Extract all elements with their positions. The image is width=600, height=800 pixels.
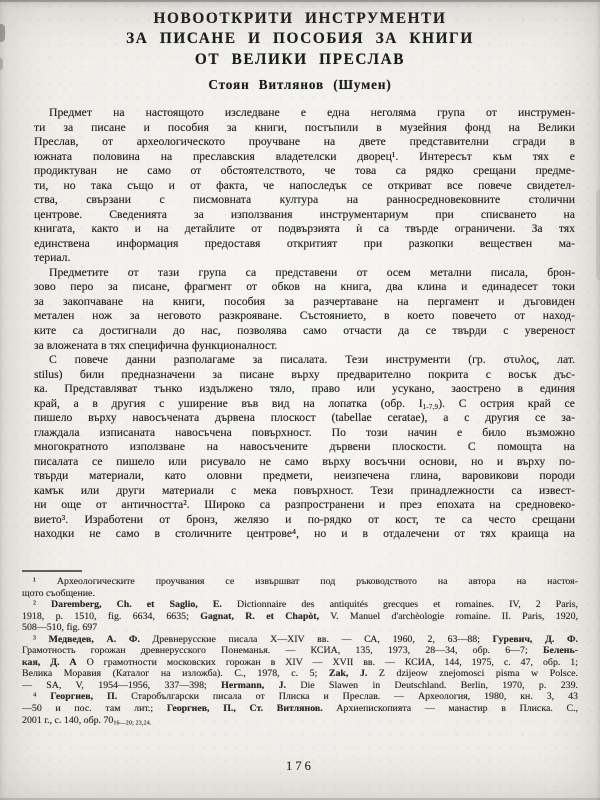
text-line: щото съобщение. — [22, 587, 95, 599]
text-line: ките са достигнали до нас, позволява само отчасти да се твърди с увереност — [34, 323, 575, 337]
text-line: териал. — [34, 251, 71, 265]
text-line: центрове. Сведенията за използвания инструментариум при списването на — [34, 207, 575, 221]
text-line: продиктуван не само от обстоятелството, че това са рядко срещани предме- — [34, 164, 575, 178]
text-line: край, а в другия с уширение във вид на лопатка (обр. I1-7,9). С острия край се — [34, 396, 575, 411]
text-line: за закопчаване на книги, пособия за разчертаване на пергамент и дъговиден — [34, 294, 575, 308]
text-line: глаждала изписаната навосъчена повърхност. По този начин е било възможно — [34, 425, 575, 439]
text-line: метален нож за неговото разкрояване. Състоянието, в което повечето от наход- — [34, 309, 575, 323]
scan-smudge-right — [596, 190, 600, 280]
text-line: ¹ Археологическите проучвания се извършват под ръководството на автора на настоя- — [33, 576, 578, 587]
text-line: южната половина на преславския владетелски дворец¹. Интересът към тях е — [34, 149, 575, 163]
text-line: камък или други материали с мека повърхност. Тези принадлежности са извест- — [34, 483, 575, 497]
text-line: многократното използване на навосъчените дървени плоскости. С помощта на — [34, 440, 575, 454]
text-line: 1918, p. 1510, fig. 6634, 6635; Gagnat, R. et Chapòt, V. Manuel d'archèologie romaine. II. Paris, 1920, — [22, 610, 578, 622]
text-line: ка. Представляват тънко издължено тяло, право или усукано, заострено в единия — [34, 382, 575, 396]
page-number: 176 — [286, 759, 314, 773]
text-line: Грамотность горожан древнерусского Понеманья. — КСИА, 135, 1973, 28—34, обр. 6—7; Белень- — [22, 645, 578, 657]
text-line: писалата се пишело или рисувало не само върху восъчни основи, но и върху по- — [34, 454, 575, 468]
title-line-1: НОВООТКРИТИ ИНСТРУМЕНТИ — [153, 10, 447, 27]
text-line: ти, но така също и от факта, че напоследък се откриват все повече свидетел- — [34, 178, 575, 192]
article-title-block — [0, 9, 600, 93]
text-line: stilus) били предназначени за писане върху предварително покрита с восък дъс- — [34, 367, 575, 381]
text-line: 508—510, fig. 697 — [22, 622, 98, 634]
text-line: —50 и пос. там лит.; Георгиев, П., Ст. Витлянов. Архиепископията — манастир в Плиска. С., — [22, 703, 579, 715]
article-author: Стоян Витлянов (Шумен) — [208, 76, 392, 92]
text-line: вието³. Изработени от бронз, желязо и по-рядко от кост, те са често срещани — [34, 512, 575, 526]
text-line: — SA, V, 1954—1956, 337—398; Hermann, J. Die Slawen in Deutschland. Berlin, 1970, p. 239. — [22, 679, 578, 691]
footnote-separator — [22, 570, 82, 572]
footnote-2 — [22, 599, 578, 634]
text-line: ⁴ Георгиев, П. Старобългарски писала от Плиска и Преслав. — Археология, 1980, кн. 3, 43 — [33, 691, 578, 703]
text-line: ства, свързани с писмовната култура на ранносредновековните столични — [34, 193, 575, 207]
footnote-4 — [22, 691, 578, 727]
text-line: ² Daremberg, Ch. et Saglio, E. Dictionnaire des antiquités grecques et romaines. IV, 2 Paris, — [33, 599, 578, 611]
text-line: Предметите от тази група са представени от осем метални писала, брон- — [49, 265, 575, 279]
text-line: Велика Моравия (Каталог на изложба). С., 1978, с. 5; Zak, J. Z dzijeow znejomosci pisma w Polsce. — [22, 668, 578, 680]
text-line: Преслав, от археологическото проучване на двете представителни сгради в — [34, 135, 575, 149]
text-line: находки не само в столичните центрове⁴, но и в отдалечени от тях краища на — [34, 527, 575, 541]
text-line: Предмет на настоящото изследване е една неголяма група от инструмен- — [49, 106, 575, 119]
text-line: ³ Медведев, А. Ф. Древнерусские писала X—XIV вв. — СА, 1960, 2, 63—88; Гуревич, Д. Ф. — [33, 633, 578, 645]
text-line: кая, Д. А О грамотности московских горожан в XIV — XVII вв. — КСИА, 144, 1975, с. 47, обр. 1; — [22, 656, 578, 668]
text-line: ти за писане и пособия за книги, постъпили в музейния фонд на Велики — [34, 120, 575, 134]
text-line: ни още от античността². Широко са разпространени и през епохата на средновеко- — [34, 498, 575, 512]
paragraph-1 — [34, 106, 575, 266]
footnote-1 — [22, 576, 578, 599]
text-line: зово перо за писане, фрагмент от обков на книга, два клина и единадесет токи — [34, 280, 575, 294]
text-line: книгата, както и на детайлите от подвързията ѝ са твърде ограничени. За тях — [34, 222, 575, 236]
text-line: твърди материали, като оловни предмети, неизпечена глина, варовикови породи — [34, 469, 575, 483]
footnote-3 — [22, 634, 578, 692]
title-line-2: ЗА ПИСАНЕ И ПОСОБИЯ ЗА КНИГИ — [126, 30, 474, 48]
text-line: пишело върху навосъчената дървена плоскост (tabellae ceratae), а с другия се за- — [34, 411, 575, 425]
text-line: С повече данни разполагаме за писалата. Тези инструменти (гр. στυλος, лат. — [49, 353, 575, 367]
scan-edge-artifact-top — [0, 0, 600, 2]
paragraph-2 — [34, 266, 575, 353]
text-line: за вложената в тях специфична функционалност. — [34, 338, 278, 352]
footnotes-section — [22, 570, 578, 727]
body-text — [34, 106, 575, 542]
text-line: единствена информация предоставя откритият при разкопки веществен ма- — [34, 236, 575, 250]
title-line-3: ОТ ВЕЛИКИ ПРЕСЛАВ — [194, 50, 406, 68]
text-line: 2001 г., с. 140, обр. 7016—20; 23,24. — [22, 714, 152, 727]
paragraph-3 — [34, 353, 575, 542]
